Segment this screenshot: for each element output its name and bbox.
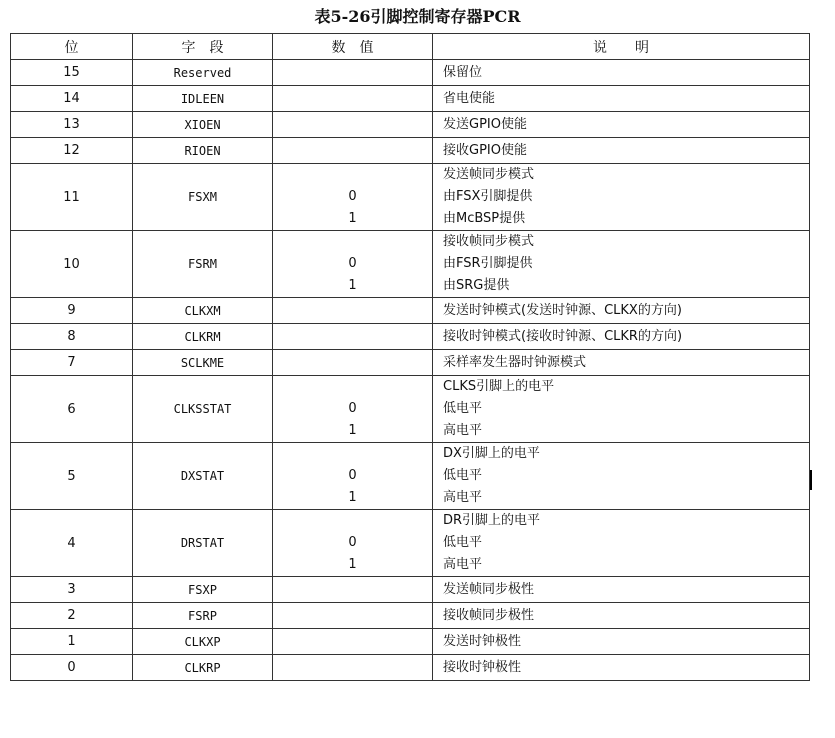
description-line: 保留位 (443, 64, 483, 80)
value-cell (273, 376, 433, 443)
field-cell: Reserved (133, 60, 273, 86)
value-cell (273, 298, 433, 324)
value-line: 1 (348, 211, 357, 226)
text-cursor (810, 470, 812, 490)
table-row (11, 324, 810, 350)
value-cell (273, 138, 433, 164)
bit-cell: 12 (11, 138, 133, 164)
description-cell (433, 86, 810, 112)
table-row (11, 510, 810, 577)
bit-cell: 8 (11, 324, 133, 350)
field-cell: IDLEEN (133, 86, 273, 112)
description-line: CLKS引脚上的电平 (443, 379, 555, 394)
header-description: 说 明 (433, 34, 810, 60)
table-row (11, 443, 810, 510)
value-line: 0 (348, 256, 357, 271)
description-line: DX引脚上的电平 (443, 446, 540, 461)
bit-cell: 2 (11, 603, 133, 629)
description-cell (433, 298, 810, 324)
field-cell: XIOEN (133, 112, 273, 138)
field-cell: CLKXP (133, 629, 273, 655)
table-row (11, 376, 810, 443)
description-line: 高电平 (443, 557, 483, 572)
value-cell (273, 603, 433, 629)
bit-cell: 1 (11, 629, 133, 655)
description-line: 由FSX引脚提供 (443, 189, 533, 204)
description-line: 发送时钟模式(发送时钟源、CLKX的方向) (443, 302, 682, 318)
description-line: 高电平 (443, 423, 483, 438)
value-cell (273, 60, 433, 86)
value-cell (273, 86, 433, 112)
field-cell: FSRP (133, 603, 273, 629)
field-cell: FSXM (133, 164, 273, 231)
bit-cell: 5 (11, 443, 133, 510)
bit-cell: 10 (11, 231, 133, 298)
bit-cell: 6 (11, 376, 133, 443)
description-cell (433, 138, 810, 164)
bit-cell: 3 (11, 577, 133, 603)
value-line: 1 (348, 557, 357, 572)
value-cell (273, 350, 433, 376)
description-line: 接收帧同步极性 (443, 607, 535, 623)
table-row (11, 298, 810, 324)
field-cell: CLKSSTAT (133, 376, 273, 443)
description-line: DR引脚上的电平 (443, 513, 541, 528)
description-cell (433, 577, 810, 603)
value-cell (273, 324, 433, 350)
value-cell (273, 510, 433, 577)
description-line: 接收时钟极性 (443, 659, 522, 675)
description-cell (433, 231, 810, 298)
table-row (11, 86, 810, 112)
field-cell: CLKRP (133, 655, 273, 681)
pcr-register-table (10, 33, 810, 681)
table-row (11, 60, 810, 86)
value-line: 0 (348, 468, 357, 483)
description-cell (433, 324, 810, 350)
header-bit: 位 (11, 34, 133, 60)
value-cell (273, 655, 433, 681)
description-line: 发送帧同步模式 (443, 167, 535, 182)
field-cell: CLKRM (133, 324, 273, 350)
table-row (11, 629, 810, 655)
description-line: 由SRG提供 (443, 278, 510, 293)
description-line: 接收GPIO使能 (443, 142, 527, 158)
header-value: 数 值 (273, 34, 433, 60)
value-cell (273, 443, 433, 510)
description-line: 发送时钟极性 (443, 633, 522, 649)
description-line: 由McBSP提供 (443, 211, 526, 226)
value-line: 0 (348, 535, 357, 550)
field-cell: RIOEN (133, 138, 273, 164)
table-row (11, 603, 810, 629)
description-cell (433, 629, 810, 655)
description-cell (433, 112, 810, 138)
value-cell (273, 164, 433, 231)
value-cell (273, 629, 433, 655)
description-line: 发送帧同步极性 (443, 581, 535, 597)
table-row (11, 231, 810, 298)
field-cell: DXSTAT (133, 443, 273, 510)
description-line: 采样率发生器时钟源模式 (443, 354, 587, 370)
field-cell: FSRM (133, 231, 273, 298)
description-line: 由FSR引脚提供 (443, 256, 533, 271)
bit-cell: 9 (11, 298, 133, 324)
bit-cell: 4 (11, 510, 133, 577)
table-header-row (11, 34, 810, 60)
table-body (11, 60, 810, 681)
description-cell (433, 603, 810, 629)
table-title: 表5-26引脚控制寄存器PCR (314, 7, 521, 26)
table-row (11, 350, 810, 376)
value-cell (273, 577, 433, 603)
table-row (11, 112, 810, 138)
description-cell (433, 443, 810, 510)
value-line: 0 (348, 401, 357, 416)
value-line: 1 (348, 423, 357, 438)
description-cell (433, 655, 810, 681)
description-line: 发送GPIO使能 (443, 116, 527, 132)
description-line: 接收帧同步模式 (443, 234, 535, 249)
bit-cell: 15 (11, 60, 133, 86)
value-cell (273, 231, 433, 298)
description-line: 接收时钟模式(接收时钟源、CLKR的方向) (443, 328, 683, 344)
table-row (11, 138, 810, 164)
field-cell: SCLKME (133, 350, 273, 376)
bit-cell: 14 (11, 86, 133, 112)
description-cell (433, 350, 810, 376)
table-row (11, 655, 810, 681)
description-line: 低电平 (443, 401, 483, 416)
table-row (11, 164, 810, 231)
field-cell: FSXP (133, 577, 273, 603)
description-line: 省电使能 (443, 90, 496, 106)
header-field: 字 段 (133, 34, 273, 60)
table-row (11, 577, 810, 603)
bit-cell: 11 (11, 164, 133, 231)
value-cell (273, 112, 433, 138)
description-cell (433, 376, 810, 443)
field-cell: CLKXM (133, 298, 273, 324)
bit-cell: 13 (11, 112, 133, 138)
value-line: 1 (348, 278, 357, 293)
description-line: 低电平 (443, 468, 483, 483)
value-line: 0 (348, 189, 357, 204)
description-line: 高电平 (443, 490, 483, 505)
bit-cell: 0 (11, 655, 133, 681)
value-line: 1 (348, 490, 357, 505)
description-cell (433, 60, 810, 86)
bit-cell: 7 (11, 350, 133, 376)
field-cell: DRSTAT (133, 510, 273, 577)
description-line: 低电平 (443, 535, 483, 550)
description-cell (433, 510, 810, 577)
description-cell (433, 164, 810, 231)
